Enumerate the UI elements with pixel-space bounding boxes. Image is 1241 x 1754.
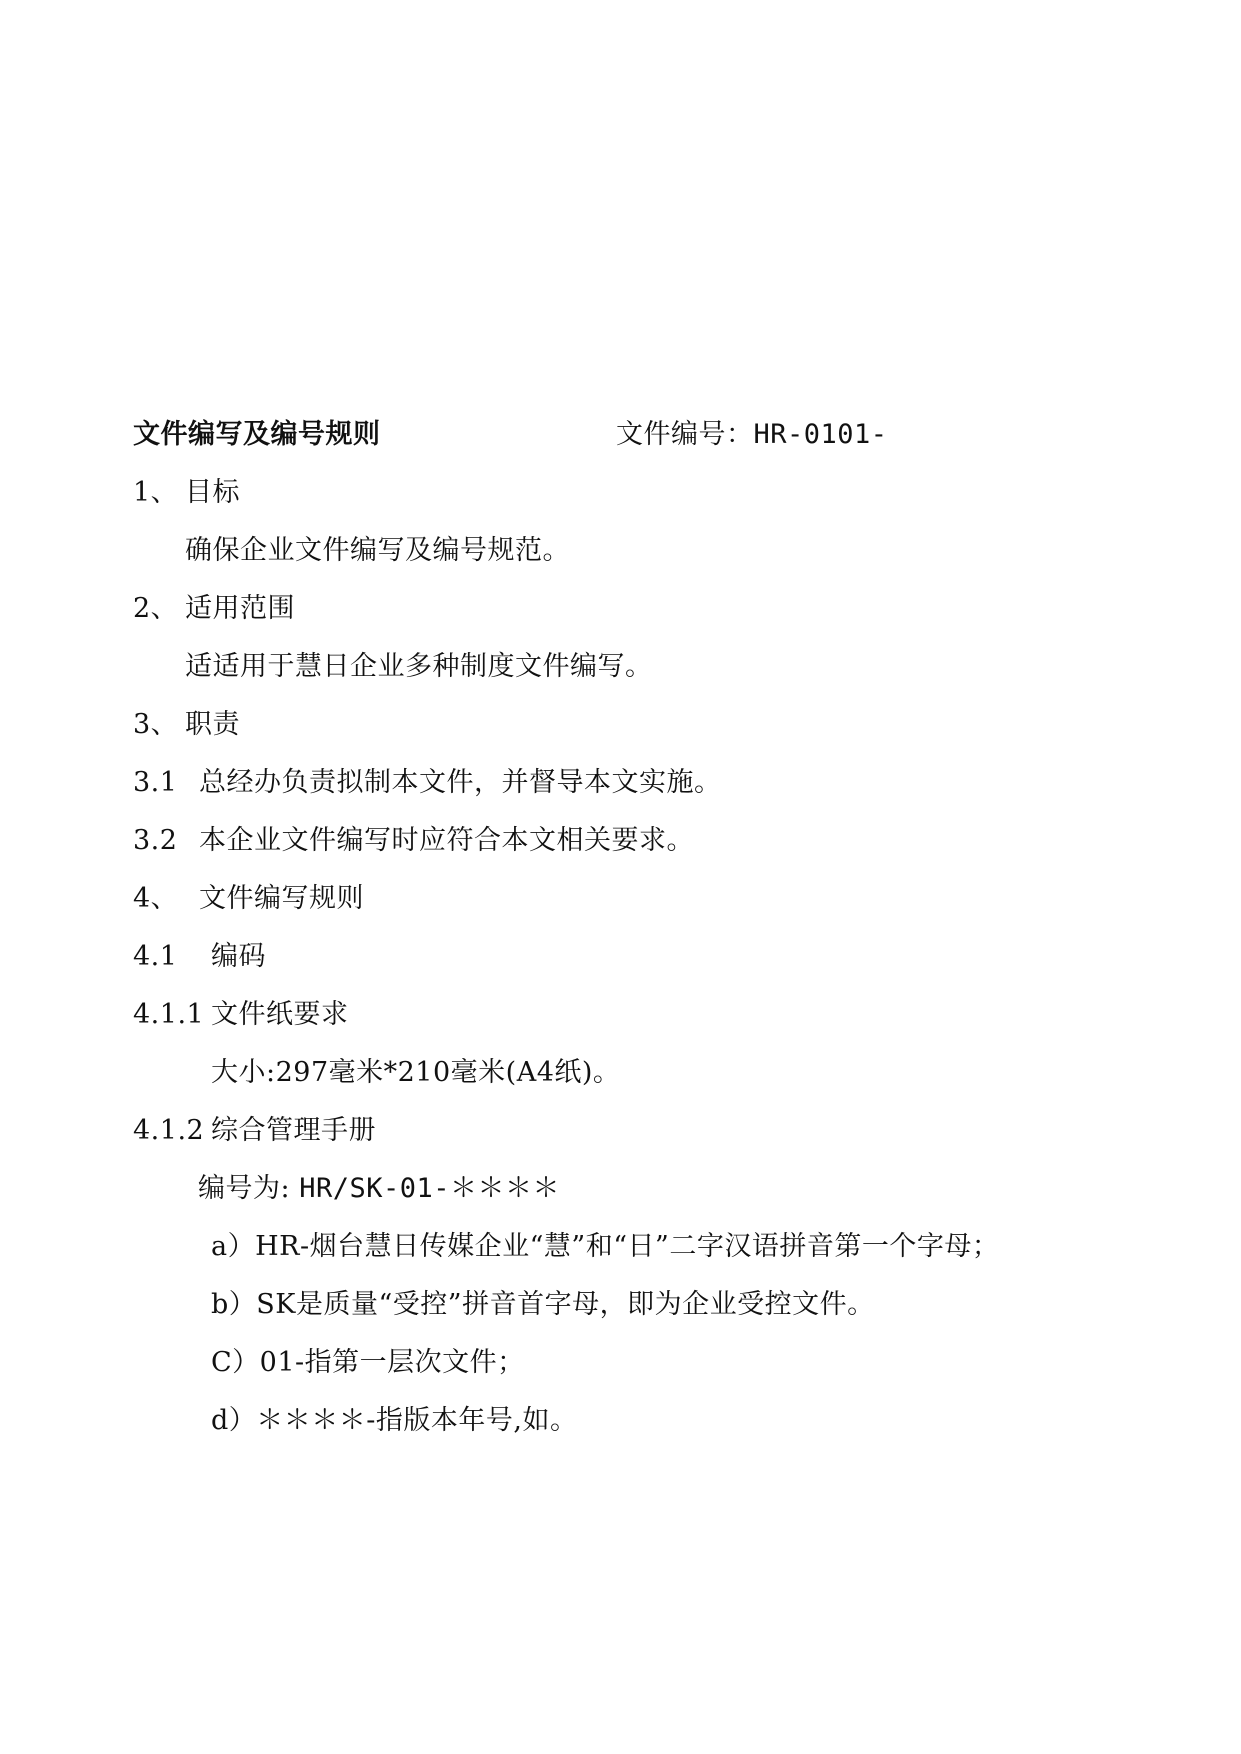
section-4-1-1 [133, 998, 349, 1032]
code-format-label: 编号为: [198, 1173, 291, 1204]
list-item-text: 01-指第一层次文件； [259, 1347, 525, 1378]
document-number [616, 418, 888, 452]
section-number: 2、 [133, 593, 179, 624]
list-item-d [211, 1404, 578, 1438]
list-item-b [211, 1288, 875, 1322]
section-number: 1、 [133, 477, 179, 508]
section-1-heading [133, 476, 240, 510]
section-title: 适用范围 [185, 593, 295, 624]
section-3-2 [133, 824, 694, 858]
subsection-title: 编码 [211, 941, 266, 972]
section-3-1 [133, 766, 722, 800]
section-1-body: 确保企业文件编写及编号规范。 [185, 535, 570, 566]
section-2-heading [133, 592, 295, 626]
section-4-1-1-body: 大小:297毫米*210毫米(A4纸)。 [211, 1057, 621, 1088]
document-number-label: 文件编号： [616, 419, 754, 450]
section-title: 职责 [185, 709, 240, 740]
subsection-number: 3.2 [133, 825, 178, 856]
section-4-1-2 [133, 1114, 376, 1148]
section-3-heading [133, 708, 240, 742]
subsection-number: 4.1.2 [133, 1115, 205, 1146]
list-item-marker: b） [211, 1289, 257, 1320]
subsection-number: 3.1 [133, 767, 178, 798]
subsection-title: 综合管理手册 [211, 1115, 376, 1146]
section-number: 3、 [133, 709, 179, 740]
subsection-number: 4.1.1 [133, 999, 205, 1030]
section-4-heading [133, 882, 364, 916]
list-item-text: HR-烟台慧日传媒企业“慧”和“日”二字汉语拼音第一个字母； [255, 1231, 1000, 1262]
section-number: 4、 [133, 883, 179, 914]
subsection-text: 总经办负责拟制本文件，并督导本文实施。 [199, 767, 722, 798]
list-item-text: SK是质量“受控”拼音首字母，即为企业受控文件。 [256, 1289, 875, 1320]
list-item-marker: C） [211, 1347, 260, 1378]
subsection-number: 4.1 [133, 941, 178, 972]
list-item-marker: d） [211, 1405, 257, 1436]
subsection-title: 文件纸要求 [211, 999, 349, 1030]
section-4-1 [133, 940, 266, 974]
section-2-body: 适适用于慧日企业多种制度文件编写。 [185, 651, 653, 682]
subsection-text: 本企业文件编写时应符合本文相关要求。 [199, 825, 694, 856]
code-format-value: HR/SK-01-＊＊＊＊ [299, 1173, 561, 1204]
code-format-line [198, 1172, 560, 1206]
list-item-a [211, 1230, 999, 1264]
list-item-text: ＊＊＊＊-指版本年号,如。 [256, 1405, 578, 1436]
section-title: 目标 [185, 477, 240, 508]
list-item-marker: a） [211, 1231, 256, 1262]
section-title: 文件编写规则 [199, 883, 364, 914]
document-title: 文件编写及编号规则 [133, 419, 381, 450]
document-number-value: HR-0101- [753, 419, 888, 450]
list-item-c [211, 1346, 525, 1380]
